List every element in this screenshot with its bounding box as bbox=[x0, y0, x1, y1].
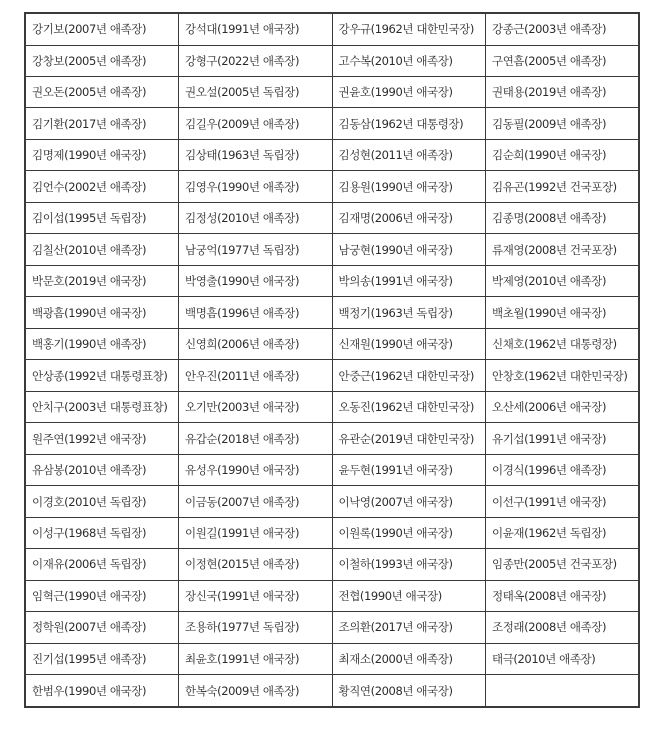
table-cell: 김상태(1963년 독립장) bbox=[179, 139, 333, 170]
table-cell bbox=[486, 675, 640, 707]
table-cell: 남궁억(1977년 독립장) bbox=[179, 234, 333, 265]
table-cell: 신재원(1990년 애국장) bbox=[332, 328, 486, 359]
table-row bbox=[25, 171, 639, 202]
honoree-table bbox=[24, 12, 640, 708]
table-cell: 김칠산(2010년 애족장) bbox=[25, 234, 179, 265]
table-cell: 권오설(2005년 독립장) bbox=[179, 76, 333, 107]
table-cell: 박영출(1990년 애국장) bbox=[179, 265, 333, 296]
table-row bbox=[25, 454, 639, 485]
table-cell: 백광흠(1990년 애국장) bbox=[25, 297, 179, 328]
table-row bbox=[25, 486, 639, 517]
table-cell: 유성우(1990년 애국장) bbox=[179, 454, 333, 485]
table-cell: 남궁현(1990년 애국장) bbox=[332, 234, 486, 265]
table-cell: 임종만(2005년 건국포장) bbox=[486, 549, 640, 580]
table-cell: 이경식(1996년 애족장) bbox=[486, 454, 640, 485]
table-cell: 이원록(1990년 애국장) bbox=[332, 517, 486, 548]
honoree-table-body bbox=[25, 13, 639, 707]
table-cell: 조의환(2017년 애국장) bbox=[332, 612, 486, 643]
table-cell: 장신국(1991년 애국장) bbox=[179, 580, 333, 611]
table-cell: 백홍기(1990년 애족장) bbox=[25, 328, 179, 359]
table-cell: 강석대(1991년 애국장) bbox=[179, 13, 333, 45]
table-row bbox=[25, 234, 639, 265]
table-cell: 오기만(2003년 애국장) bbox=[179, 391, 333, 422]
table-cell: 김영우(1990년 애족장) bbox=[179, 171, 333, 202]
table-cell: 김동삼(1962년 대통령장) bbox=[332, 108, 486, 139]
table-cell: 김유곤(1992년 건국포장) bbox=[486, 171, 640, 202]
table-row bbox=[25, 675, 639, 707]
table-cell: 이금동(2007년 애족장) bbox=[179, 486, 333, 517]
table-cell: 김길우(2009년 애족장) bbox=[179, 108, 333, 139]
table-cell: 강창보(2005년 애족장) bbox=[25, 45, 179, 76]
table-cell: 신채호(1962년 대통령장) bbox=[486, 328, 640, 359]
table-cell: 최윤호(1991년 애국장) bbox=[179, 643, 333, 674]
table-cell: 안상종(1992년 대통령표창) bbox=[25, 360, 179, 391]
table-cell: 백초월(1990년 애국장) bbox=[486, 297, 640, 328]
table-row bbox=[25, 139, 639, 170]
table-cell: 류재영(2008년 건국포장) bbox=[486, 234, 640, 265]
table-row bbox=[25, 360, 639, 391]
table-cell: 백명흠(1996년 애족장) bbox=[179, 297, 333, 328]
table-row bbox=[25, 423, 639, 454]
table-cell: 유기섭(1991년 애국장) bbox=[486, 423, 640, 454]
table-row bbox=[25, 108, 639, 139]
table-cell: 김순희(1990년 애국장) bbox=[486, 139, 640, 170]
table-cell: 한복숙(2009년 애족장) bbox=[179, 675, 333, 707]
table-cell: 오동진(1962년 대한민국장) bbox=[332, 391, 486, 422]
table-cell: 안창호(1962년 대한민국장) bbox=[486, 360, 640, 391]
table-cell: 김종명(2008년 애족장) bbox=[486, 202, 640, 233]
table-cell: 최재소(2000년 애족장) bbox=[332, 643, 486, 674]
table-cell: 권태용(2019년 애족장) bbox=[486, 76, 640, 107]
table-cell: 권윤호(1990년 애국장) bbox=[332, 76, 486, 107]
table-row bbox=[25, 202, 639, 233]
table-cell: 권오돈(2005년 애족장) bbox=[25, 76, 179, 107]
table-cell: 한범우(1990년 애국장) bbox=[25, 675, 179, 707]
table-cell: 강종근(2003년 애족장) bbox=[486, 13, 640, 45]
table-cell: 이선구(1991년 애국장) bbox=[486, 486, 640, 517]
table-cell: 조용하(1977년 독립장) bbox=[179, 612, 333, 643]
table-cell: 오산세(2006년 애국장) bbox=[486, 391, 640, 422]
table-cell: 안치구(2003년 대통령표창) bbox=[25, 391, 179, 422]
table-cell: 김용원(1990년 애국장) bbox=[332, 171, 486, 202]
table-cell: 신영희(2006년 애족장) bbox=[179, 328, 333, 359]
table-cell: 이낙영(2007년 애국장) bbox=[332, 486, 486, 517]
table-row bbox=[25, 297, 639, 328]
table-row bbox=[25, 13, 639, 45]
table-cell: 정학원(2007년 애족장) bbox=[25, 612, 179, 643]
table-cell: 강기보(2007년 애족장) bbox=[25, 13, 179, 45]
table-cell: 김재명(2006년 애국장) bbox=[332, 202, 486, 233]
table-row bbox=[25, 391, 639, 422]
table-row bbox=[25, 76, 639, 107]
table-cell: 임혁근(1990년 애국장) bbox=[25, 580, 179, 611]
table-row bbox=[25, 580, 639, 611]
table-cell: 유갑순(2018년 애족장) bbox=[179, 423, 333, 454]
table-cell: 구연흠(2005년 애족장) bbox=[486, 45, 640, 76]
table-cell: 안중근(1962년 대한민국장) bbox=[332, 360, 486, 391]
table-cell: 유관순(2019년 대한민국장) bbox=[332, 423, 486, 454]
table-cell: 안우진(2011년 애족장) bbox=[179, 360, 333, 391]
table-cell: 김기환(2017년 애족장) bbox=[25, 108, 179, 139]
table-cell: 이성구(1968년 독립장) bbox=[25, 517, 179, 548]
table-cell: 고수복(2010년 애족장) bbox=[332, 45, 486, 76]
table-cell: 김동필(2009년 애족장) bbox=[486, 108, 640, 139]
table-cell: 김이섭(1995년 독립장) bbox=[25, 202, 179, 233]
table-cell: 윤두현(1991년 애국장) bbox=[332, 454, 486, 485]
table-cell: 이경호(2010년 독립장) bbox=[25, 486, 179, 517]
table-cell: 이윤재(1962년 독립장) bbox=[486, 517, 640, 548]
table-cell: 원주연(1992년 애국장) bbox=[25, 423, 179, 454]
table-cell: 강형구(2022년 애족장) bbox=[179, 45, 333, 76]
table-cell: 김명제(1990년 애국장) bbox=[25, 139, 179, 170]
table-cell: 정태옥(2008년 애국장) bbox=[486, 580, 640, 611]
table-cell: 이재유(2006년 독립장) bbox=[25, 549, 179, 580]
table-row bbox=[25, 612, 639, 643]
table-cell: 박제영(2010년 애족장) bbox=[486, 265, 640, 296]
table-cell: 전협(1990년 애국장) bbox=[332, 580, 486, 611]
table-cell: 김정성(2010년 애족장) bbox=[179, 202, 333, 233]
table-cell: 박문호(2019년 애국장) bbox=[25, 265, 179, 296]
table-cell: 조정래(2008년 애족장) bbox=[486, 612, 640, 643]
table-row bbox=[25, 517, 639, 548]
table-cell: 황직연(2008년 애국장) bbox=[332, 675, 486, 707]
table-cell: 이정현(2015년 애족장) bbox=[179, 549, 333, 580]
table-cell: 유삼봉(2010년 애족장) bbox=[25, 454, 179, 485]
table-cell: 강우규(1962년 대한민국장) bbox=[332, 13, 486, 45]
table-cell: 태극(2010년 애족장) bbox=[486, 643, 640, 674]
table-row bbox=[25, 265, 639, 296]
table-row bbox=[25, 549, 639, 580]
table-row bbox=[25, 328, 639, 359]
table-row bbox=[25, 45, 639, 76]
table-cell: 이원길(1991년 애국장) bbox=[179, 517, 333, 548]
table-cell: 김언수(2002년 애족장) bbox=[25, 171, 179, 202]
table-cell: 김성현(2011년 애족장) bbox=[332, 139, 486, 170]
table-row bbox=[25, 643, 639, 674]
table-cell: 박의송(1991년 애국장) bbox=[332, 265, 486, 296]
table-cell: 백정기(1963년 독립장) bbox=[332, 297, 486, 328]
table-cell: 이철하(1993년 애국장) bbox=[332, 549, 486, 580]
table-cell: 진기섭(1995년 애족장) bbox=[25, 643, 179, 674]
